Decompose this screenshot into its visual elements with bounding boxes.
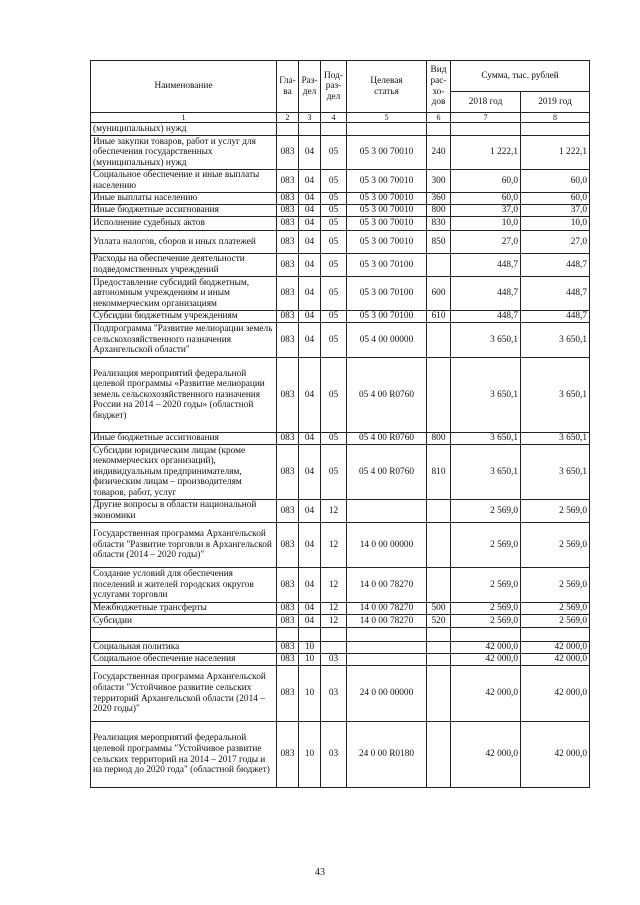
cell-2018: 3 650,1 — [451, 323, 521, 358]
cell-target: 05 4 00 R0760 — [347, 433, 427, 445]
cell-vid: 240 — [427, 136, 451, 170]
cell-target: 14 0 00 00000 — [347, 523, 427, 568]
cell-podrazdel: 12 — [321, 500, 347, 523]
cell-target: 24 0 00 00000 — [347, 666, 427, 722]
cell-2018: 42 000,0 — [451, 654, 521, 666]
table-row — [91, 433, 590, 445]
cell-vid: 850 — [427, 231, 451, 254]
cell-target: 05 3 00 70010 — [347, 136, 427, 170]
table-row — [91, 277, 590, 311]
cell-razdel: 04 — [299, 500, 321, 523]
cell-target: 14 0 00 78270 — [347, 603, 427, 615]
table-row — [91, 642, 590, 654]
table-row — [91, 193, 590, 205]
table-row — [91, 603, 590, 615]
cell-vid: 800 — [427, 205, 451, 217]
cell-podrazdel: 03 — [321, 654, 347, 666]
cell-2019 — [521, 628, 590, 642]
cell-vid — [427, 323, 451, 358]
cell-razdel: 04 — [299, 254, 321, 277]
cell-razdel: 04 — [299, 433, 321, 445]
cell-podrazdel: 05 — [321, 311, 347, 323]
cell-vid: 830 — [427, 217, 451, 231]
cell-name: Субсидии бюджетным учреждениям — [91, 311, 277, 323]
cell-razdel: 04 — [299, 217, 321, 231]
cell-2018: 2 569,0 — [451, 615, 521, 628]
cell-2018: 42 000,0 — [451, 722, 521, 788]
cell-glava: 083 — [277, 170, 299, 193]
header-razdel: Раз- дел — [299, 61, 321, 113]
cell-podrazdel: 03 — [321, 722, 347, 788]
cell-glava: 083 — [277, 136, 299, 170]
cell-glava: 083 — [277, 568, 299, 603]
cell-name: Иные бюджетные ассигнования — [91, 205, 277, 217]
cell-2018: 3 650,1 — [451, 445, 521, 500]
cell-target: 05 4 00 00000 — [347, 323, 427, 358]
cell-vid — [427, 500, 451, 523]
table-row — [91, 136, 590, 170]
cell-name: Государственная программа Архангельской области "Устойчивое развитие сельских территорий Архангельской области (2014 – 2020 годы)" — [91, 666, 277, 722]
cell-podrazdel — [321, 628, 347, 642]
cell-2019: 27,0 — [521, 231, 590, 254]
cell-2019: 2 569,0 — [521, 615, 590, 628]
cell-glava: 083 — [277, 205, 299, 217]
cell-2018: 3 650,1 — [451, 358, 521, 433]
cell-target — [347, 654, 427, 666]
column-number: 6 — [427, 113, 451, 123]
cell-podrazdel — [321, 123, 347, 136]
page-number: 43 — [315, 867, 325, 878]
cell-glava: 083 — [277, 500, 299, 523]
column-number: 7 — [451, 113, 521, 123]
cell-name: Подпрограмма "Развитие мелиорации земель сельскохозяйственного назначения Архангельской области" — [91, 323, 277, 358]
cell-glava: 083 — [277, 666, 299, 722]
cell-podrazdel: 12 — [321, 523, 347, 568]
header-name: Наименование — [91, 61, 277, 113]
cell-podrazdel: 05 — [321, 231, 347, 254]
header-podrazdel: Под- раз- дел — [321, 61, 347, 113]
column-number-row — [91, 113, 590, 123]
cell-vid: 500 — [427, 603, 451, 615]
cell-2019: 3 650,1 — [521, 433, 590, 445]
table-row — [91, 358, 590, 433]
cell-2019: 448,7 — [521, 311, 590, 323]
cell-glava: 083 — [277, 311, 299, 323]
table-row — [91, 500, 590, 523]
cell-glava: 083 — [277, 433, 299, 445]
cell-2018: 2 569,0 — [451, 523, 521, 568]
cell-name: (муниципальных) нужд — [91, 123, 277, 136]
cell-2019: 42 000,0 — [521, 654, 590, 666]
cell-vid — [427, 666, 451, 722]
cell-podrazdel: 03 — [321, 666, 347, 722]
table-row — [91, 217, 590, 231]
cell-glava: 083 — [277, 642, 299, 654]
cell-razdel: 04 — [299, 311, 321, 323]
cell-vid: 600 — [427, 277, 451, 311]
cell-2018: 27,0 — [451, 231, 521, 254]
cell-glava: 083 — [277, 217, 299, 231]
table-row — [91, 323, 590, 358]
cell-name: Создание условий для обеспечения поселений и жителей городских округов услугами торговли — [91, 568, 277, 603]
cell-2019: 1 222,1 — [521, 136, 590, 170]
cell-glava: 083 — [277, 254, 299, 277]
cell-vid: 360 — [427, 193, 451, 205]
cell-2019: 37,0 — [521, 205, 590, 217]
cell-vid — [427, 523, 451, 568]
cell-2019: 42 000,0 — [521, 642, 590, 654]
cell-name: Расходы на обеспечение деятельности подведомственных учреждений — [91, 254, 277, 277]
cell-2018: 10,0 — [451, 217, 521, 231]
cell-2019: 448,7 — [521, 254, 590, 277]
cell-2019: 2 569,0 — [521, 523, 590, 568]
table-row — [91, 205, 590, 217]
cell-name: Социальное обеспечение и иные выплаты населению — [91, 170, 277, 193]
cell-razdel: 04 — [299, 603, 321, 615]
cell-2018: 2 569,0 — [451, 500, 521, 523]
cell-razdel: 04 — [299, 323, 321, 358]
cell-name: Предоставление субсидий бюджетным, автономным учреждениям и иным некоммерческим организациям — [91, 277, 277, 311]
cell-target: 05 4 00 R0760 — [347, 358, 427, 433]
header-2018: 2018 год — [451, 92, 521, 113]
cell-razdel: 04 — [299, 231, 321, 254]
cell-glava: 083 — [277, 722, 299, 788]
cell-target: 05 3 00 70100 — [347, 277, 427, 311]
cell-glava: 083 — [277, 277, 299, 311]
cell-2018: 1 222,1 — [451, 136, 521, 170]
cell-2018: 448,7 — [451, 311, 521, 323]
cell-name: Субсидии юридическим лицам (кроме некоммерческих организаций), индивидуальным предпринимателям, физическим лицам – производителям товаров, работ, услуг — [91, 445, 277, 500]
cell-2019: 2 569,0 — [521, 603, 590, 615]
table-row — [91, 654, 590, 666]
cell-podrazdel: 05 — [321, 136, 347, 170]
cell-vid: 520 — [427, 615, 451, 628]
cell-2019: 10,0 — [521, 217, 590, 231]
cell-2019 — [521, 123, 590, 136]
cell-podrazdel: 05 — [321, 433, 347, 445]
cell-razdel: 04 — [299, 277, 321, 311]
cell-vid — [427, 642, 451, 654]
table-row — [91, 568, 590, 603]
column-number: 5 — [347, 113, 427, 123]
cell-podrazdel: 05 — [321, 193, 347, 205]
cell-glava — [277, 628, 299, 642]
cell-name: Социальное обеспечение населения — [91, 654, 277, 666]
table-row — [91, 666, 590, 722]
cell-razdel — [299, 628, 321, 642]
table-row — [91, 170, 590, 193]
header-sum: Сумма, тыс. рублей — [451, 61, 590, 92]
table-row — [91, 311, 590, 323]
cell-target: 05 3 00 70010 — [347, 217, 427, 231]
cell-podrazdel: 05 — [321, 277, 347, 311]
cell-2018: 60,0 — [451, 170, 521, 193]
cell-glava: 083 — [277, 323, 299, 358]
cell-target: 14 0 00 78270 — [347, 615, 427, 628]
cell-podrazdel: 12 — [321, 615, 347, 628]
cell-podrazdel: 12 — [321, 603, 347, 615]
table-row — [91, 254, 590, 277]
column-number: 8 — [521, 113, 590, 123]
column-number: 3 — [299, 113, 321, 123]
cell-2018: 448,7 — [451, 254, 521, 277]
cell-target — [347, 123, 427, 136]
cell-razdel: 04 — [299, 523, 321, 568]
cell-name: Реализация мероприятий федеральной целевой программы "Устойчивое развитие сельских территорий на 2014 – 2017 годы и на период до 2020 года" (областной бюджет) — [91, 722, 277, 788]
cell-2018 — [451, 628, 521, 642]
cell-podrazdel — [321, 642, 347, 654]
table-row — [91, 231, 590, 254]
cell-glava: 083 — [277, 358, 299, 433]
cell-target: 05 3 00 70100 — [347, 254, 427, 277]
header-glava: Гла- ва — [277, 61, 299, 113]
cell-podrazdel: 05 — [321, 205, 347, 217]
cell-glava: 083 — [277, 523, 299, 568]
cell-2018: 448,7 — [451, 277, 521, 311]
cell-razdel: 04 — [299, 358, 321, 433]
cell-razdel — [299, 123, 321, 136]
cell-2018: 37,0 — [451, 205, 521, 217]
cell-2018: 42 000,0 — [451, 666, 521, 722]
cell-2018: 42 000,0 — [451, 642, 521, 654]
budget-table — [90, 60, 590, 788]
cell-name: Социальная политика — [91, 642, 277, 654]
cell-2018: 2 569,0 — [451, 568, 521, 603]
cell-target: 05 3 00 70100 — [347, 311, 427, 323]
cell-2019: 3 650,1 — [521, 445, 590, 500]
cell-vid — [427, 568, 451, 603]
table-row — [91, 722, 590, 788]
cell-name: Субсидии — [91, 615, 277, 628]
cell-podrazdel: 05 — [321, 358, 347, 433]
cell-target — [347, 642, 427, 654]
cell-target: 05 3 00 70010 — [347, 170, 427, 193]
cell-name: Реализация мероприятий федеральной целевой программы «Развитие мелиорации земель сельскохозяйственного назначения России на 2014 – 2020 годы» (областной бюджет) — [91, 358, 277, 433]
table-row — [91, 628, 590, 642]
cell-2019: 448,7 — [521, 277, 590, 311]
cell-razdel: 10 — [299, 722, 321, 788]
cell-razdel: 04 — [299, 193, 321, 205]
cell-glava: 083 — [277, 615, 299, 628]
cell-2019: 3 650,1 — [521, 323, 590, 358]
cell-target: 05 3 00 70010 — [347, 231, 427, 254]
header-vid: Вид рас- хо- дов — [427, 61, 451, 113]
cell-target — [347, 628, 427, 642]
cell-name: Другие вопросы в области национальной экономики — [91, 500, 277, 523]
cell-2019: 2 569,0 — [521, 568, 590, 603]
cell-target: 05 4 00 R0760 — [347, 445, 427, 500]
cell-target: 05 3 00 70010 — [347, 193, 427, 205]
cell-name: Межбюджетные трансферты — [91, 603, 277, 615]
cell-glava: 083 — [277, 445, 299, 500]
cell-glava: 083 — [277, 231, 299, 254]
column-number: 4 — [321, 113, 347, 123]
cell-name: Иные выплаты населению — [91, 193, 277, 205]
column-number: 2 — [277, 113, 299, 123]
cell-vid: 800 — [427, 433, 451, 445]
cell-glava: 083 — [277, 603, 299, 615]
cell-name: Государственная программа Архангельской области "Развитие торговли в Архангельской области (2014 – 2020 годы)" — [91, 523, 277, 568]
cell-2019: 3 650,1 — [521, 358, 590, 433]
cell-name: Иные закупки товаров, работ и услуг для обеспечения государственных (муниципальных) нужд — [91, 136, 277, 170]
cell-2018: 3 650,1 — [451, 433, 521, 445]
table-row — [91, 523, 590, 568]
cell-razdel: 10 — [299, 654, 321, 666]
cell-podrazdel: 05 — [321, 323, 347, 358]
cell-glava: 083 — [277, 193, 299, 205]
cell-target — [347, 500, 427, 523]
cell-vid: 810 — [427, 445, 451, 500]
cell-name — [91, 628, 277, 642]
cell-target: 05 3 00 70010 — [347, 205, 427, 217]
cell-vid — [427, 254, 451, 277]
header-target: Целевая статья — [347, 61, 427, 113]
cell-podrazdel: 05 — [321, 217, 347, 231]
table-row — [91, 123, 590, 136]
cell-2018: 60,0 — [451, 193, 521, 205]
cell-vid — [427, 358, 451, 433]
cell-target: 24 0 00 R0180 — [347, 722, 427, 788]
column-number: 1 — [91, 113, 277, 123]
cell-name: Уплата налогов, сборов и иных платежей — [91, 231, 277, 254]
cell-glava — [277, 123, 299, 136]
cell-2018: 2 569,0 — [451, 603, 521, 615]
cell-razdel: 04 — [299, 568, 321, 603]
cell-name: Иные бюджетные ассигнования — [91, 433, 277, 445]
cell-2019: 2 569,0 — [521, 500, 590, 523]
cell-razdel: 10 — [299, 666, 321, 722]
header-2019: 2019 год — [521, 92, 590, 113]
cell-vid: 610 — [427, 311, 451, 323]
cell-2018 — [451, 123, 521, 136]
cell-2019: 60,0 — [521, 193, 590, 205]
cell-vid: 300 — [427, 170, 451, 193]
cell-2019: 42 000,0 — [521, 722, 590, 788]
cell-podrazdel: 12 — [321, 568, 347, 603]
cell-podrazdel: 05 — [321, 254, 347, 277]
cell-name: Исполнение судебных актов — [91, 217, 277, 231]
cell-2019: 60,0 — [521, 170, 590, 193]
table-row — [91, 445, 590, 500]
cell-target: 14 0 00 78270 — [347, 568, 427, 603]
cell-glava: 083 — [277, 654, 299, 666]
cell-vid — [427, 654, 451, 666]
cell-razdel: 04 — [299, 136, 321, 170]
cell-razdel: 04 — [299, 615, 321, 628]
cell-vid — [427, 628, 451, 642]
cell-vid — [427, 722, 451, 788]
cell-razdel: 04 — [299, 445, 321, 500]
table-row — [91, 615, 590, 628]
cell-razdel: 10 — [299, 642, 321, 654]
cell-vid — [427, 123, 451, 136]
cell-2019: 42 000,0 — [521, 666, 590, 722]
cell-razdel: 04 — [299, 205, 321, 217]
cell-podrazdel: 05 — [321, 170, 347, 193]
cell-podrazdel: 05 — [321, 445, 347, 500]
cell-razdel: 04 — [299, 170, 321, 193]
